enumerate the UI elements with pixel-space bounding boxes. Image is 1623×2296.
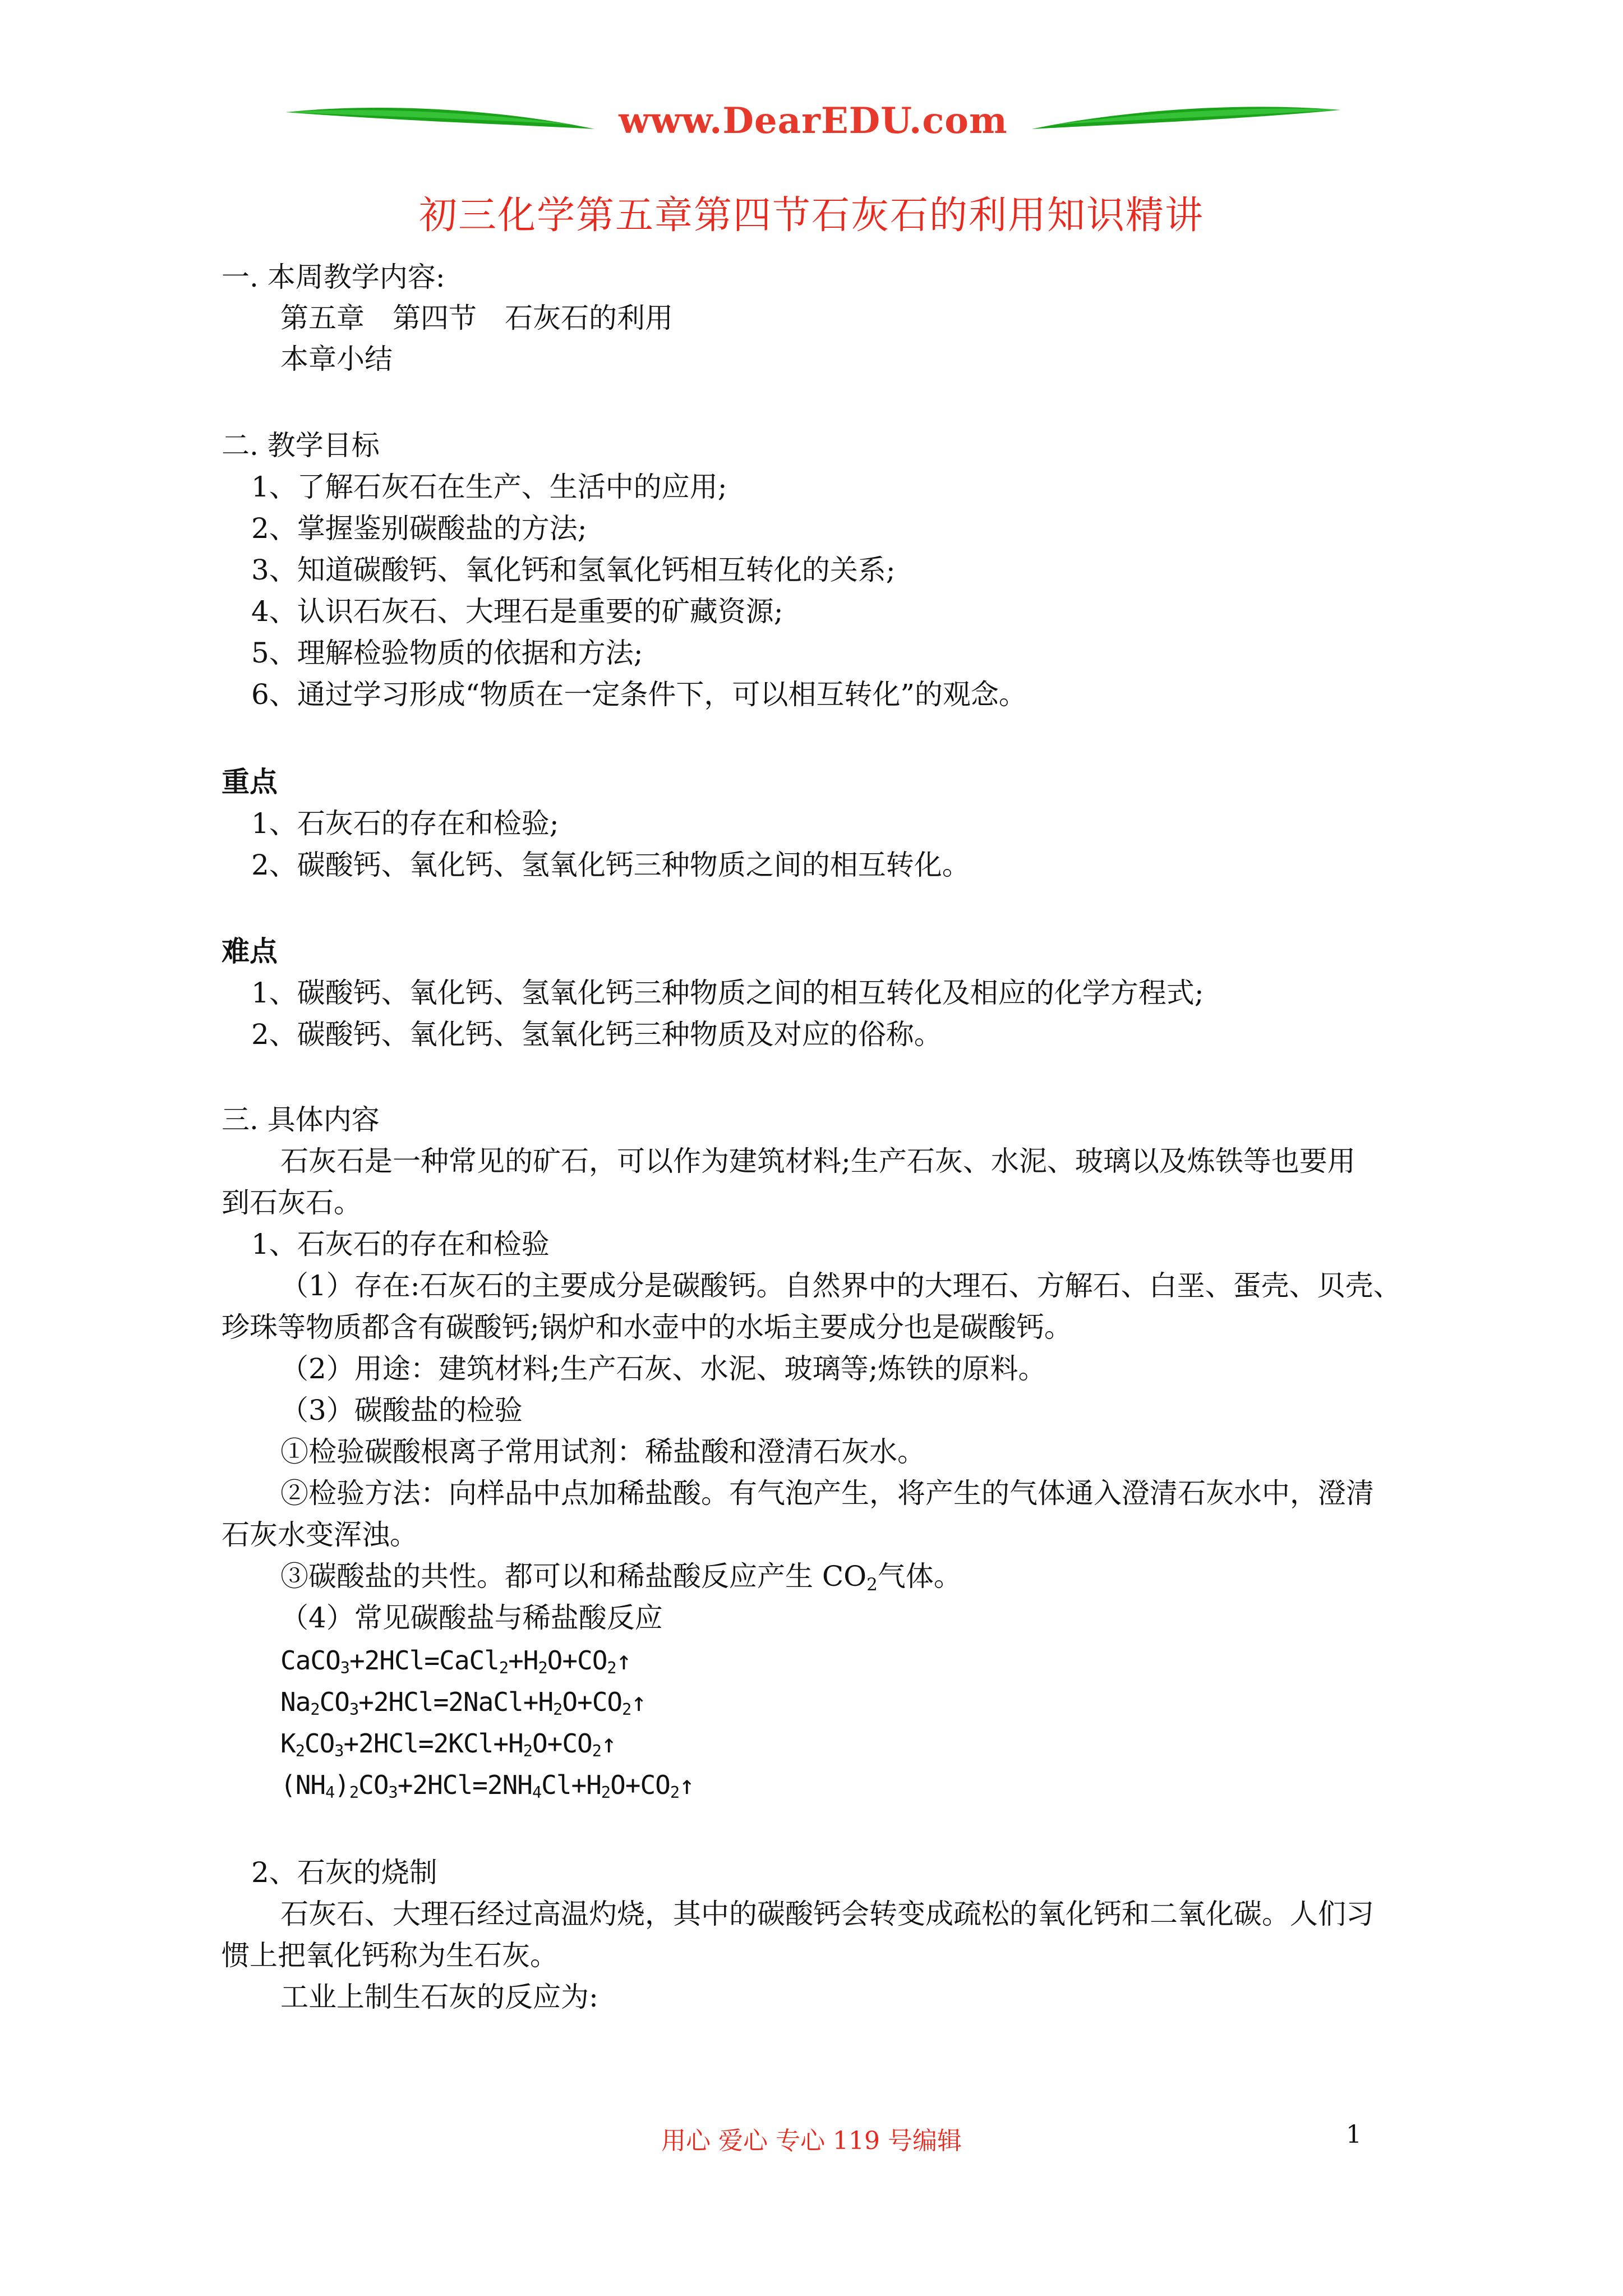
- text-line: 本章小结: [280, 343, 393, 375]
- text-line: （1）存在:石灰石的主要成分是碳酸钙。自然界中的大理石、方解石、白垩、蛋壳、贝壳、: [280, 1269, 1401, 1302]
- text-fragment: 气体。: [877, 1560, 962, 1593]
- chemical-equation: $(NH_4)_2CO_3+2HCl=2NH_4Cl+H_2O+CO_2↑$: [280, 1770, 694, 1802]
- subsection-heading: 2、石灰的烧制: [251, 1856, 437, 1889]
- text-line: （2）用途：建筑材料;生产石灰、水泥、玻璃等;炼铁的原料。: [280, 1352, 1046, 1385]
- page-footer: 用心 爱心 专心 119 号编辑: [661, 2127, 962, 2155]
- text-line: [280, 1559, 962, 1593]
- list-item: 6、通过学习形成“物质在一定条件下，可以相互转化”的观念。: [251, 678, 1027, 711]
- page-header: [280, 90, 1346, 151]
- section-heading: 一. 本周教学内容:: [222, 261, 445, 293]
- list-item: 1、碳酸钙、氧化钙、氢氧化钙三种物质之间的相互转化及相应的化学方程式;: [251, 977, 1204, 1009]
- site-logo[interactable]: www.DearEDU.com: [619, 100, 1008, 142]
- text-fragment: ③碳酸盐的共性。都可以和稀盐酸反应产生 CO: [280, 1560, 867, 1593]
- section-heading: 三. 具体内容: [222, 1103, 380, 1136]
- subsection-heading: 1、石灰石的存在和检验: [251, 1228, 550, 1260]
- arrow-up-icon: ↑: [601, 1728, 616, 1759]
- list-item: 1、了解石灰石在生产、生活中的应用;: [251, 471, 727, 503]
- text-line: 珍珠等物质都含有碳酸钙;锅炉和水壶中的水垢主要成分也是碳酸钙。: [222, 1311, 1072, 1343]
- document-title: 初三化学第五章第四节石灰石的利用知识精讲: [418, 194, 1204, 238]
- text-line: 石灰石、大理石经过高温灼烧，其中的碳酸钙会转变成疏松的氧化钙和二氧化碳。人们习: [280, 1898, 1374, 1930]
- section-heading: 难点: [222, 935, 278, 968]
- page-number: 1: [1346, 2120, 1362, 2149]
- subscript: 2: [866, 1574, 878, 1595]
- text-line: 石灰石是一种常见的矿石，可以作为建筑材料;生产石灰、水泥、玻璃以及炼铁等也要用: [280, 1145, 1355, 1177]
- text-line: ②检验方法：向样品中点加稀盐酸。有气泡产生，将产生的气体通入澄清石灰水中，澄清: [280, 1477, 1374, 1510]
- text-line: （3）碳酸盐的检验: [280, 1394, 523, 1427]
- list-item: 3、知道碳酸钙、氧化钙和氢氧化钙相互转化的关系;: [251, 554, 896, 586]
- list-item: 2、掌握鉴别碳酸盐的方法;: [251, 512, 587, 545]
- section-heading: 二. 教学目标: [222, 429, 380, 462]
- text-line: 惯上把氧化钙称为生石灰。: [222, 1939, 558, 1972]
- list-item: 1、石灰石的存在和检验;: [251, 807, 559, 840]
- arrow-up-icon: ↑: [616, 1645, 631, 1676]
- text-line: 工业上制生石灰的反应为:: [280, 1981, 598, 2013]
- arrow-up-icon: ↑: [679, 1770, 694, 1800]
- list-item: 2、碳酸钙、氧化钙、氢氧化钙三种物质及对应的俗称。: [251, 1018, 942, 1051]
- list-item: 2、碳酸钙、氧化钙、氢氧化钙三种物质之间的相互转化。: [251, 849, 970, 881]
- list-item: 4、认识石灰石、大理石是重要的矿藏资源;: [251, 595, 783, 628]
- text-line: 第五章 第四节 石灰石的利用: [280, 302, 673, 334]
- arrow-up-icon: ↑: [631, 1687, 646, 1717]
- chemical-equation: $K_2CO_3+2HCl=2KCl+H_2O+CO_2↑$: [280, 1728, 616, 1761]
- text-line: 石灰水变浑浊。: [222, 1519, 418, 1551]
- list-item: 5、理解检验物质的依据和方法;: [251, 637, 643, 669]
- text-line: ①检验碳酸根离子常用试剂：稀盐酸和澄清石灰水。: [280, 1435, 925, 1468]
- chemical-equation: $Na_2CO_3+2HCl=2NaCl+H_2O+CO_2↑$: [280, 1687, 646, 1719]
- section-heading: 重点: [222, 765, 278, 798]
- text-line: 到石灰石。: [222, 1186, 362, 1219]
- text-line: （4）常见碳酸盐与稀盐酸反应: [280, 1602, 663, 1634]
- chemical-equation: $CaCO_3+2HCl=CaCl_2+H_2O+CO_2↑$: [280, 1645, 631, 1678]
